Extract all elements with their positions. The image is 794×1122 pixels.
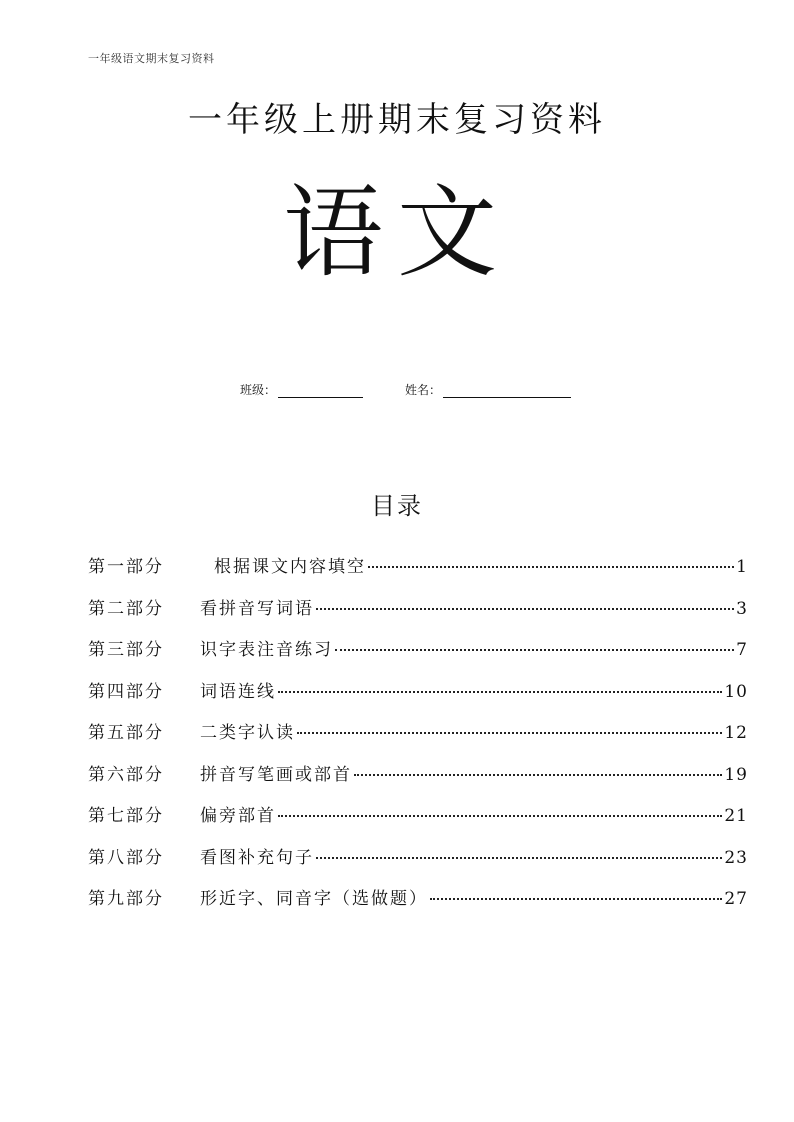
toc-part-label: 第二部分: [88, 598, 164, 619]
toc-page-number: 21: [724, 806, 748, 826]
toc-page-number: 3: [736, 598, 748, 619]
toc-entry: [88, 594, 748, 636]
toc-part-label: 第四部分: [88, 681, 164, 702]
student-info-row: [240, 381, 571, 398]
toc-part-label: 第三部分: [88, 640, 164, 660]
toc-section-name: 看拼音写词语: [200, 598, 314, 619]
toc-page-number: 10: [724, 681, 748, 702]
toc-leader-dots: [316, 608, 734, 610]
class-blank[interactable]: [278, 385, 363, 398]
toc-entry: [88, 718, 748, 760]
toc-entry: [88, 843, 748, 885]
toc-section-name: 识字表注音练习: [200, 640, 333, 660]
toc-section-name: 拼音写笔画或部首: [200, 764, 352, 785]
toc-section-name: 根据课文内容填空: [214, 557, 366, 577]
toc-title: 目录: [371, 492, 423, 520]
toc-part-label: 第七部分: [88, 806, 164, 826]
toc-leader-dots: [278, 815, 722, 817]
toc-entry: [88, 635, 748, 677]
toc-part-label: 第八部分: [88, 847, 164, 868]
toc-page-number: 27: [724, 889, 748, 909]
toc-page-number: 7: [736, 640, 748, 660]
class-field: [240, 381, 363, 398]
toc-leader-dots: [368, 566, 734, 568]
toc-entry: [88, 801, 748, 843]
class-label: 班级：: [240, 383, 277, 397]
toc-part-label: 第五部分: [88, 723, 164, 743]
document-title: 一年级上册期末复习资料: [188, 100, 606, 140]
toc-section-name: 词语连线: [200, 681, 276, 702]
name-blank[interactable]: [443, 385, 571, 398]
name-field: [405, 381, 571, 398]
toc-leader-dots: [316, 857, 722, 859]
toc-entry: [88, 552, 748, 594]
toc-leader-dots: [430, 898, 722, 900]
toc-page-number: 19: [724, 764, 748, 785]
toc-section-name: 偏旁部首: [200, 806, 276, 826]
toc-entry: [88, 677, 748, 719]
toc-page-number: 23: [724, 847, 748, 868]
toc-part-label: 第六部分: [88, 764, 164, 785]
table-of-contents: [88, 552, 748, 926]
toc-leader-dots: [278, 691, 722, 693]
toc-section-name: 形近字、同音字（选做题）: [200, 889, 428, 909]
name-label: 姓名：: [405, 383, 442, 397]
toc-section-name: 二类字认读: [200, 723, 295, 743]
toc-leader-dots: [297, 732, 722, 734]
toc-section-name: 看图补充句子: [200, 847, 314, 868]
subject-title: 语文: [283, 174, 511, 291]
toc-leader-dots: [354, 774, 722, 776]
toc-leader-dots: [335, 649, 734, 651]
toc-entry: [88, 884, 748, 926]
toc-page-number: 1: [736, 557, 748, 577]
toc-page-number: 12: [724, 723, 748, 743]
toc-entry: [88, 760, 748, 802]
header-note: 一年级语文期末复习资料: [88, 52, 215, 65]
toc-part-label: 第一部分: [88, 557, 164, 577]
toc-part-label: 第九部分: [88, 889, 164, 909]
